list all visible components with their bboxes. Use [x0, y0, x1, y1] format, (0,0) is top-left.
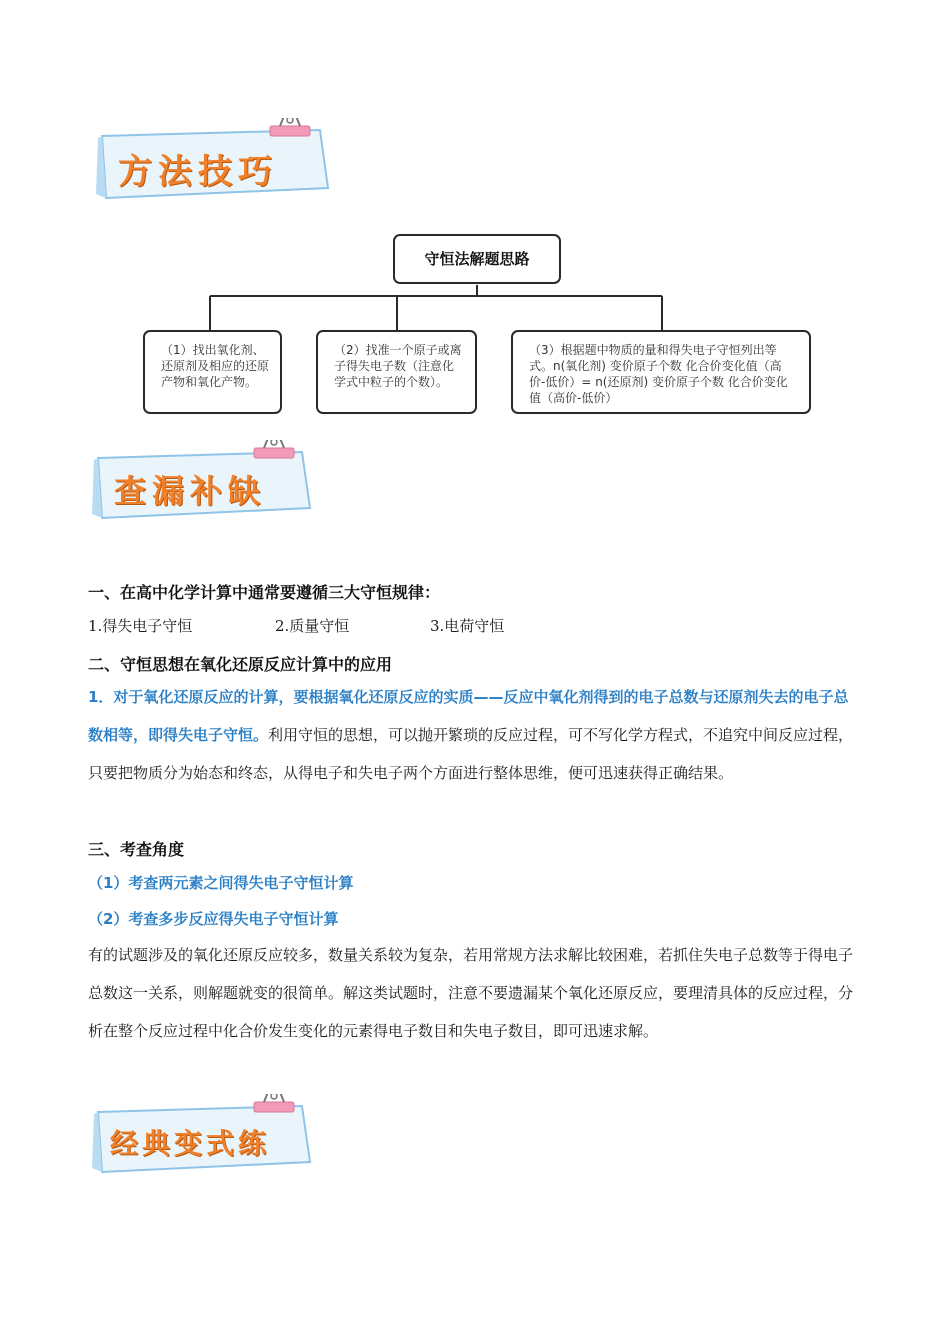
- section1-item-3: 3.电荷守恒: [430, 617, 505, 635]
- section1-heading: 一、在高中化学计算中通常要遵循三大守恒规律：: [88, 583, 441, 602]
- flowchart-box-1: （1）找出氧化剂、还原剂及相应的还原产物和氧化产物。: [143, 330, 282, 414]
- banner-check-title: 查漏补缺: [114, 472, 267, 510]
- section3-sub-2: （2）考查多步反应得失电子守恒计算: [88, 910, 339, 928]
- section3-paragraph: 有的试题涉及的氧化还原反应较多，数量关系较为复杂，若用常规方法求解比较困难，若抓住失电子总数等于得电子总数这一关系，则解题就变的很简单。解这类试题时，注意不要遗漏某个氧化还原反应，要理清具体的反应过程，分析在整个反应过程中化合价发生变化的元素得电子数目和失电子数目，即可迅速求解。: [88, 946, 854, 1040]
- banner-method-title: 方法技巧: [118, 152, 278, 192]
- binder-clip-icon: [254, 440, 294, 458]
- section2-explanation: 利用守恒的思想，可以抛开繁琐的反应过程，可不写化学方程式，不追究中间反应过程，只要把物质分为始态和终态，从得电子和失电子两个方面进行整体思维，便可迅速获得正确结果。: [88, 726, 854, 782]
- flowchart-root: 守恒法解题思路: [393, 234, 561, 284]
- binder-clip-icon: [254, 1094, 294, 1112]
- flowchart-box-3: （3）根据题中物质的量和得失电子守恒列出等式。n(氧化剂) 变价原子个数 化合价变化值（高价-低价）= n(还原剂) 变价原子个数 化合价变化值（高价-低价）: [511, 330, 811, 414]
- banner-practice: [88, 1094, 318, 1178]
- section2-paragraph: [88, 678, 860, 792]
- banner-check: [88, 440, 318, 524]
- flowchart-box-2: （2）找准一个原子或离子得失电子数（注意化学式中粒子的个数）。: [316, 330, 477, 414]
- banner-practice-title: 经典变式练: [110, 1127, 271, 1160]
- section3-sub-1: （1）考查两元素之间得失电子守恒计算: [88, 874, 354, 892]
- section1-item-2: 2.质量守恒: [275, 617, 350, 635]
- section3-heading: 三、考查角度: [88, 840, 185, 859]
- section2-heading: 二、守恒思想在氧化还原反应计算中的应用: [88, 655, 393, 674]
- section1-item-1: 1.得失电子守恒: [88, 617, 193, 635]
- section2-key-statement: 1．对于氧化还原反应的计算，要根据氧化还原反应的实质——反应中氧化剂得到的电子总数与还原剂失去的电子总数相等，即得失电子守恒。: [88, 688, 849, 744]
